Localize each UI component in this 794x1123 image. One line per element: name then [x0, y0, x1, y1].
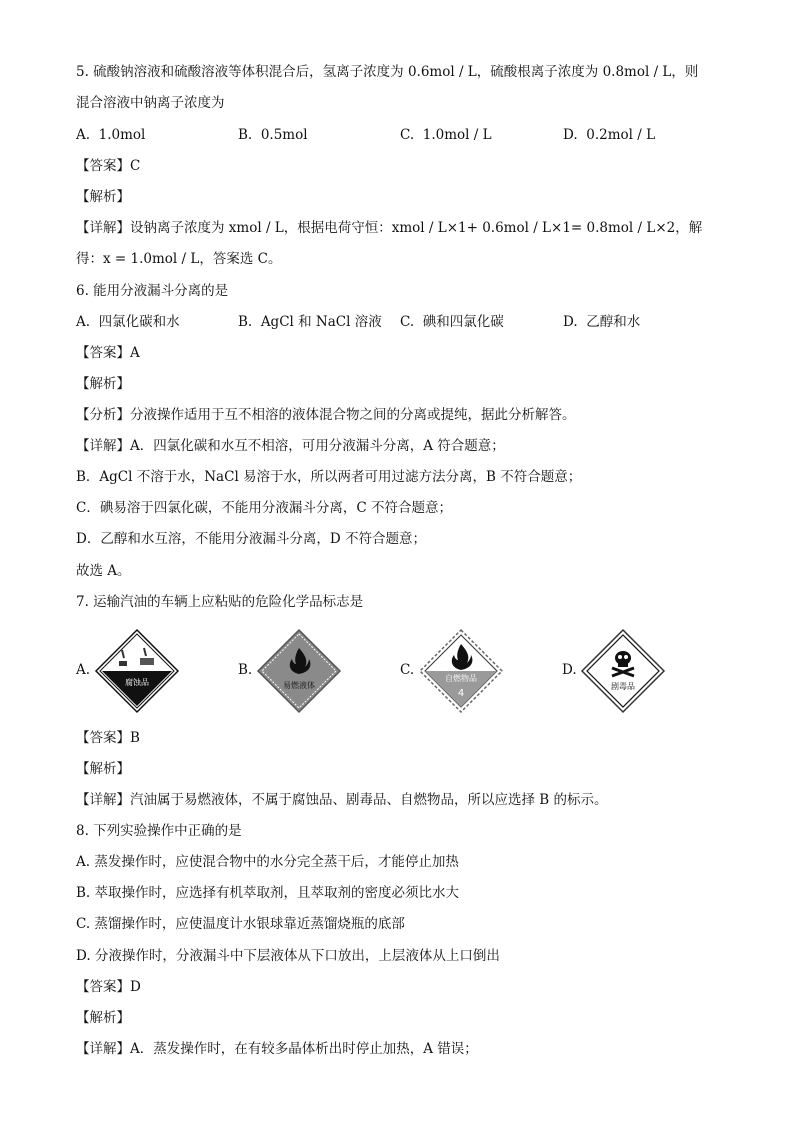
option-text: 0.2mol / L — [586, 127, 656, 143]
sign-d-text: 剧毒品 — [611, 682, 635, 691]
q6-conclusion: 故选 A。 — [76, 563, 131, 579]
option-text: 1.0mol — [98, 127, 146, 143]
q8-option-d: D. 分液操作时，分液漏斗中下层液体从下口放出，上层液体从上口倒出 — [76, 948, 500, 964]
option-label: A. — [76, 314, 91, 330]
corrosive-sign — [94, 628, 180, 714]
q5-option-b — [238, 125, 308, 145]
q6-option-c — [400, 312, 504, 332]
q7-analysis-heading: 【解析】 — [76, 761, 130, 777]
q8-stem: 8. 下列实验操作中正确的是 — [76, 823, 242, 839]
corrosive-sign-icon — [94, 628, 180, 714]
spontaneously-combustible-sign-icon — [418, 628, 504, 714]
option-text: AgCl 和 NaCl 溶液 — [260, 314, 382, 330]
q8-option-b: B. 萃取操作时，应选择有机萃取剂，且萃取剂的密度必须比水大 — [76, 885, 460, 901]
q5-analysis-heading: 【解析】 — [76, 189, 130, 205]
option-text: 四氯化碳和水 — [98, 314, 180, 330]
q8-option-a: A. 蒸发操作时，应使混合物中的水分完全蒸干后，才能停止加热 — [76, 854, 459, 870]
q6-detail-c: C．碘易溶于四氯化碳，不能用分液漏斗分离，C 不符合题意； — [76, 500, 452, 516]
option-text: 1.0mol / L — [422, 127, 492, 143]
q5-option-d — [563, 125, 655, 145]
q6-option-d — [563, 312, 640, 332]
q8-detail-a: 【详解】A．蒸发操作时，在有较多晶体析出时停止加热，A 错误； — [76, 1041, 478, 1057]
q6-analysis-heading: 【解析】 — [76, 376, 130, 392]
q6-detail-b: B．AgCl 不溶于水，NaCl 易溶于水，所以两者可用过滤方法分离，B 不符合题意； — [76, 469, 582, 485]
q7-answer: 【答案】B — [76, 730, 140, 746]
spontaneously-combustible-sign — [418, 628, 504, 714]
q8-option-c: C. 蒸馏操作时，应使温度计水银球靠近蒸馏烧瓶的底部 — [76, 916, 405, 932]
q5-detail-line1: 【详解】设钠离子浓度为 xmol / L，根据电荷守恒：xmol / L×1+ 0.6mol / L×1= 0.8mol / L×2，解 — [76, 220, 703, 236]
q5-stem-line1: 5. 硫酸钠溶液和硫酸溶液等体积混合后，氢离子浓度为 0.6mol / L，硫酸根离子浓度为 0.8mol / L，则 — [76, 64, 699, 80]
option-text: 碘和四氯化碳 — [422, 314, 504, 330]
q7-sign-options — [76, 628, 736, 714]
q8-answer: 【答案】D — [76, 979, 141, 995]
sign-c-label: C. — [400, 662, 415, 678]
q8-analysis-heading: 【解析】 — [76, 1010, 130, 1026]
q6-detail-d: D．乙醇和水互溶，不能用分液漏斗分离，D 不符合题意； — [76, 531, 426, 547]
option-label: C. — [400, 314, 415, 330]
flammable-liquid-sign — [256, 628, 342, 714]
q6-stem: 6. 能用分液漏斗分离的是 — [76, 283, 229, 299]
q5-stem-line2: 混合溶液中钠离子浓度为 — [76, 95, 225, 111]
q7-stem: 7. 运输汽油的车辆上应粘贴的危险化学品标志是 — [76, 594, 364, 610]
option-label: B. — [238, 127, 253, 143]
option-text: 0.5mol — [260, 127, 308, 143]
flammable-liquid-sign-icon — [256, 628, 342, 714]
q6-answer: 【答案】A — [76, 345, 140, 361]
sign-b-label: B. — [238, 662, 253, 678]
option-label: C. — [400, 127, 415, 143]
sign-a-label: A. — [76, 662, 91, 678]
option-text: 乙醇和水 — [586, 314, 641, 330]
sign-d-label: D. — [562, 662, 577, 678]
sign-c-text: 自燃物品 — [445, 674, 477, 683]
option-label: A. — [76, 127, 91, 143]
q5-option-a — [76, 125, 145, 145]
sign-c-number: 4 — [457, 688, 465, 699]
q6-option-a — [76, 312, 180, 332]
q6-analysis: 【分析】分液操作适用于互不相溶的液体混合物之间的分离或提纯，据此分析解答。 — [76, 407, 576, 423]
q5-detail-line2: 得：x = 1.0mol / L，答案选 C。 — [76, 251, 282, 267]
toxic-sign — [580, 628, 666, 714]
q5-answer: 【答案】C — [76, 158, 141, 174]
sign-a-text: 腐蚀品 — [125, 678, 149, 687]
q6-detail-a: 【详解】A．四氯化碳和水互不相溶，可用分液漏斗分离，A 符合题意； — [76, 438, 505, 454]
q6-option-b — [238, 312, 382, 332]
option-label: D. — [563, 314, 578, 330]
q5-option-c — [400, 125, 492, 145]
q7-detail: 【详解】汽油属于易燃液体，不属于腐蚀品、剧毒品、自燃物品，所以应选择 B 的标示。 — [76, 792, 608, 808]
option-label: B. — [238, 314, 253, 330]
sign-b-text: 易燃液体 — [283, 681, 315, 690]
option-label: D. — [563, 127, 578, 143]
skull-crossbones-icon — [580, 628, 666, 714]
